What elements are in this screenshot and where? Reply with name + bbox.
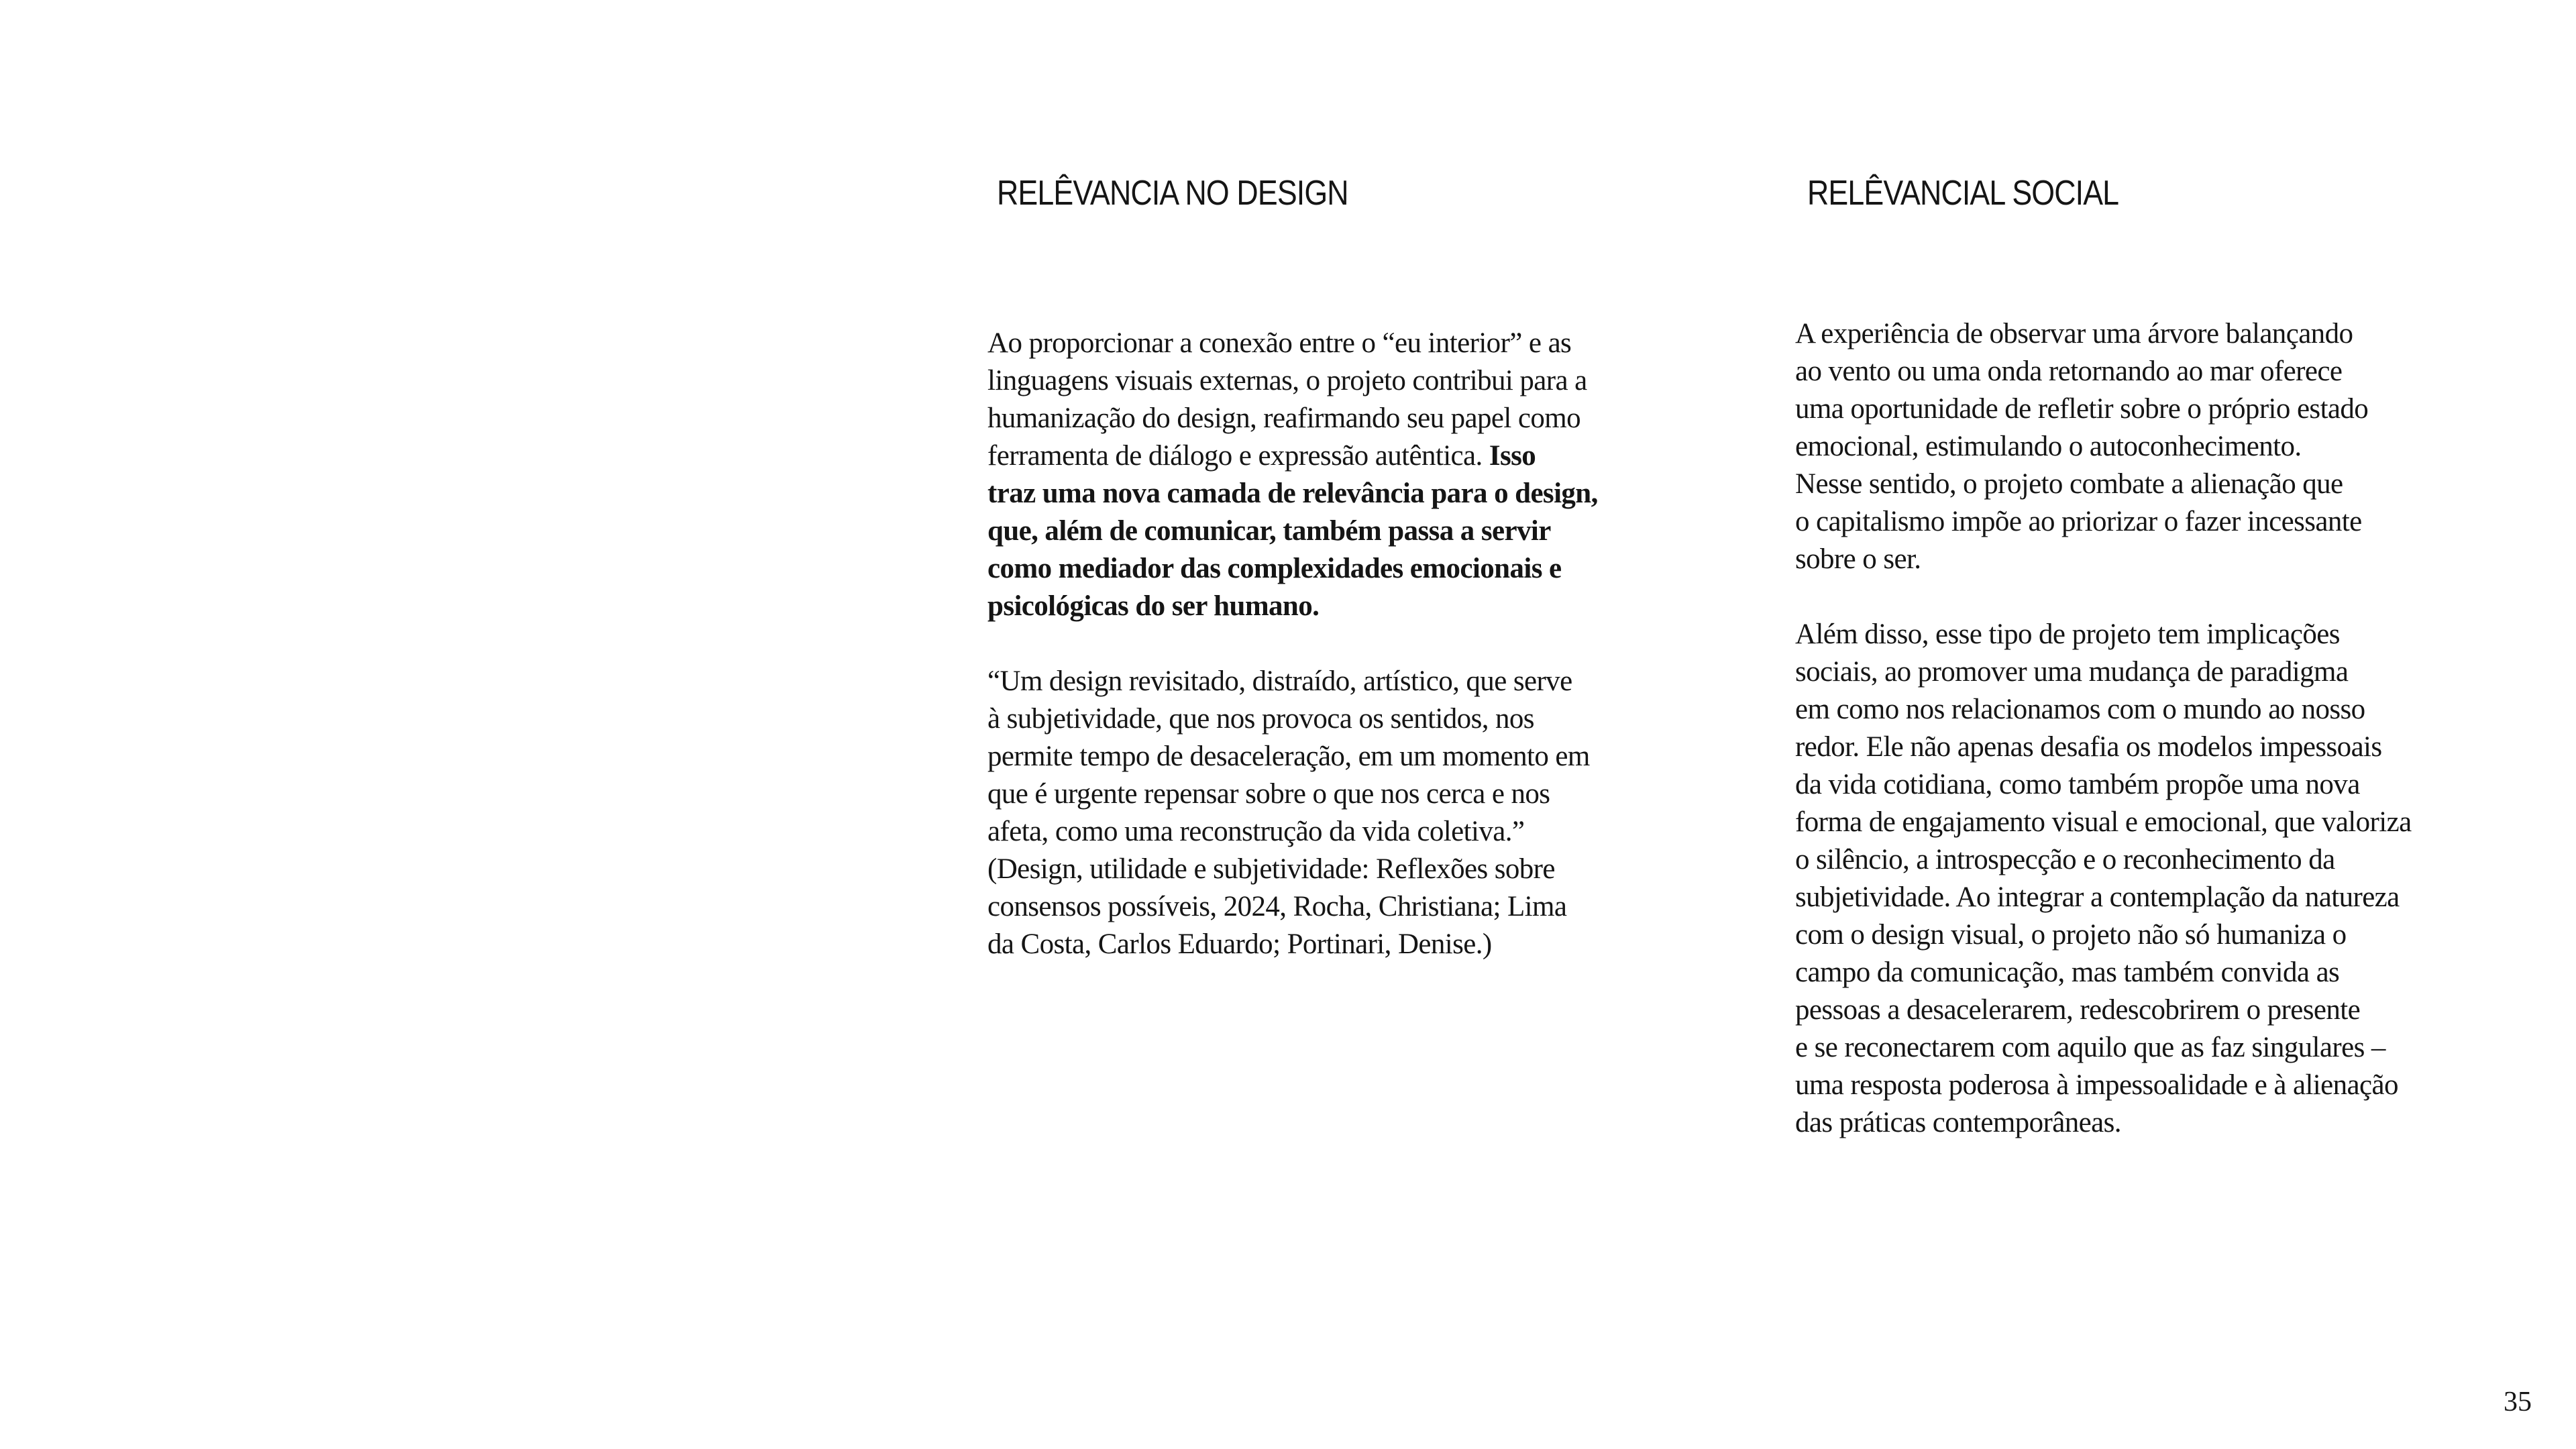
design-paragraph-1	[987, 325, 1631, 625]
citation-line: consensos possíveis, 2024, Rocha, Christiana; Lima	[987, 891, 1567, 922]
text-line: uma oportunidade de refletir sobre o próprio estado	[1795, 393, 2369, 425]
text-line: afeta, como uma reconstrução da vida coletiva.”	[987, 816, 1525, 847]
heading-social-relevance: RELÊVANCIAL SOCIAL	[1807, 174, 2119, 213]
design-relevance-text	[987, 325, 1631, 963]
paragraph-spacer	[1795, 578, 2439, 616]
text-line: “Um design revisitado, distraído, artístico, que serve	[987, 665, 1572, 697]
text-line: e se reconectarem com aquilo que as faz singulares –	[1795, 1032, 2385, 1063]
text-line-regular: ferramenta de diálogo e expressão autêntica.	[987, 440, 1489, 472]
social-paragraph-2	[1795, 616, 2439, 1142]
text-line: à subjetividade, que nos provoca os sentidos, nos	[987, 703, 1534, 735]
text-line: campo da comunicação, mas também convida as	[1795, 957, 2340, 988]
citation-line: da Costa, Carlos Eduardo; Portinari, Denise.)	[987, 928, 1492, 960]
text-line: linguagens visuais externas, o projeto contribui para a	[987, 365, 1587, 396]
text-line: com o design visual, o projeto não só humaniza o	[1795, 919, 2347, 951]
text-line: Ao proporcionar a conexão entre o “eu interior” e as	[987, 327, 1572, 359]
text-line: sobre o ser.	[1795, 543, 1921, 575]
text-line: permite tempo de desaceleração, em um momento em	[987, 741, 1590, 772]
text-line: uma resposta poderosa à impessoalidade e à alienação	[1795, 1069, 2398, 1101]
heading-design-relevance: RELÊVANCIA NO DESIGN	[997, 174, 1348, 213]
text-line: em como nos relacionamos com o mundo ao nosso	[1795, 694, 2365, 725]
citation-line: (Design, utilidade e subjetividade: Reflexões sobre	[987, 853, 1555, 885]
text-line: forma de engajamento visual e emocional, que valoriza	[1795, 806, 2412, 838]
text-line: A experiência de observar uma árvore balançando	[1795, 318, 2353, 350]
text-line: pessoas a desacelerarem, redescobrirem o presente	[1795, 994, 2361, 1026]
paragraph-spacer	[987, 625, 1631, 663]
social-paragraph-1	[1795, 315, 2439, 578]
text-line: ao vento ou uma onda retornando ao mar oferece	[1795, 356, 2343, 387]
text-line	[987, 437, 1631, 475]
text-line: o silêncio, a introspecção e o reconhecimento da	[1795, 844, 2335, 875]
text-line: subjetividade. Ao integrar a contemplação da natureza	[1795, 881, 2400, 913]
text-line-bold: psicológicas do ser humano.	[987, 590, 1320, 622]
text-line-bold: que, além de comunicar, também passa a servir	[987, 515, 1551, 547]
text-line: das práticas contemporâneas.	[1795, 1107, 2121, 1138]
text-line: humanização do design, reafirmando seu papel como	[987, 402, 1581, 434]
text-line: Nesse sentido, o projeto combate a alienação que	[1795, 468, 2343, 500]
design-quote-paragraph	[987, 663, 1631, 963]
text-line: o capitalismo impõe ao priorizar o fazer incessante	[1795, 506, 2362, 537]
social-relevance-text	[1795, 315, 2439, 1142]
text-line: Além disso, esse tipo de projeto tem implicações	[1795, 619, 2340, 650]
text-line: emocional, estimulando o autoconhecimento.	[1795, 431, 2302, 462]
text-line: que é urgente repensar sobre o que nos cerca e nos	[987, 778, 1550, 810]
text-line-bold: traz uma nova camada de relevância para o design,	[987, 478, 1598, 509]
text-line: da vida cotidiana, como também propõe uma nova	[1795, 769, 2360, 800]
text-line-bold: Isso	[1489, 440, 1536, 472]
page-number: 35	[2504, 1387, 2532, 1417]
text-line-bold: como mediador das complexidades emocionais e	[987, 553, 1562, 584]
text-line: redor. Ele não apenas desafia os modelos impessoais	[1795, 731, 2382, 763]
text-line: sociais, ao promover uma mudança de paradigma	[1795, 656, 2349, 688]
